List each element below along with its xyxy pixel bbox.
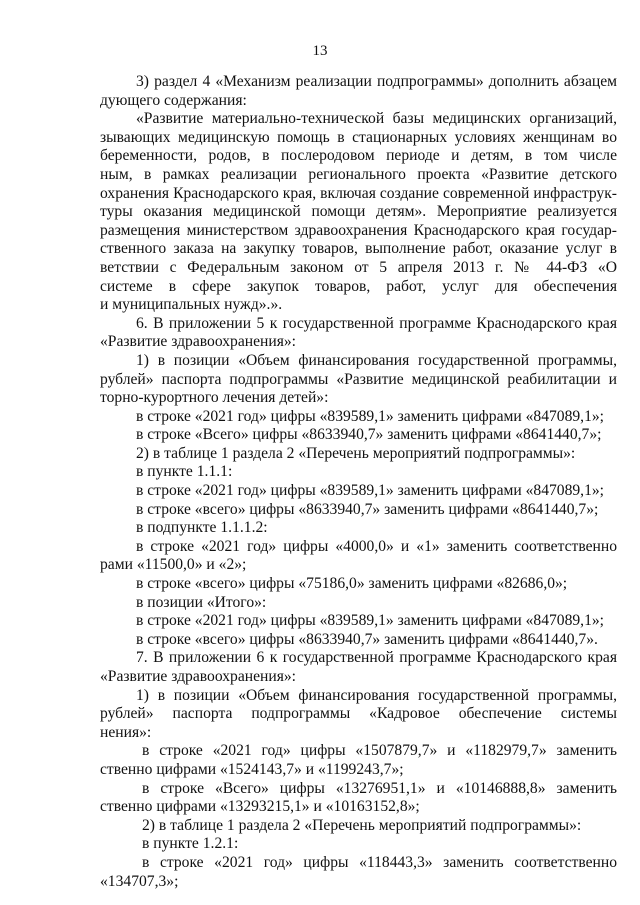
text-line: в подпункте 1.1.1.2: <box>136 519 268 537</box>
text-line: в пункте 1.2.1: <box>142 835 239 853</box>
text-line: 1) в позиции «Объем финансирования государственной программы, <box>136 351 617 369</box>
text-line: ственного заказа на закупку товаров, выполнение работ, оказание услуг в <box>100 240 617 258</box>
text-line: в пункте 1.1.1: <box>136 463 233 481</box>
text-line: в строке «2021 год» цифры «118443,3» заменить соответственно <box>142 853 617 871</box>
text-line: 7. В приложении 6 к государственной программе Краснодарского края <box>136 649 617 667</box>
document-body <box>100 73 617 891</box>
text-line: торно-курортного лечения детей»: <box>100 389 329 407</box>
text-line: рублей» паспорта подпрограммы «Кадровое обеспечение системы <box>100 705 617 723</box>
text-line: в строке «2021 год» цифры «4000,0» и «1» заменить соответственно <box>136 537 617 555</box>
text-line: в строке «2021 год» цифры «839589,1» заменить цифрами «847089,1»; <box>136 482 605 500</box>
text-line: 6. В приложении 5 к государственной программе Краснодарского края <box>136 314 617 332</box>
text-line: «Развитие здравоохранения»: <box>100 668 297 685</box>
text-line: 2) в таблице 1 раздела 2 «Перечень мероприятий подпрограммы»: <box>142 816 582 834</box>
text-line: в строке «2021 год» цифры «1507879,7» и «1182979,7» заменить <box>142 742 617 760</box>
text-line: дующего содержания: <box>100 91 247 109</box>
text-line: охранения Краснодарского края, включая создание современной инфраструк- <box>100 184 617 202</box>
page-number: 13 <box>312 43 328 59</box>
text-line: беременности, родов, в послеродовом периоде и детям, в том числе <box>100 147 617 165</box>
text-line: ветствии с Федеральным законом от 5 апреля 2013 г. № 44-ФЗ «О <box>100 258 617 276</box>
text-line: в строке «Всего» цифры «13276951,1» и «10146888,8» заменить <box>142 779 617 797</box>
text-line: туры оказания медицинской помощи детям». Мероприятие реализуется <box>100 203 617 221</box>
text-line: рами «11500,0» и «2»; <box>100 556 247 574</box>
text-line: 1) в позиции «Объем финансирования государственной программы, <box>136 686 617 704</box>
text-line: в строке «2021 год» цифры «839589,1» заменить цифрами «847089,1»; <box>136 612 605 630</box>
text-line: системе в сфере закупок товаров, работ, услуг для обеспечения <box>100 277 617 295</box>
text-line: ственно цифрами «1524143,7» и «1199243,7»; <box>100 760 404 778</box>
text-line: в строке «Всего» цифры «8633940,7» заменить цифрами «8641440,7»; <box>136 426 602 444</box>
text-line: «134707,3»; <box>100 872 179 890</box>
text-line: нения»: <box>100 723 152 741</box>
text-line: «Развитие материально-технической базы медицинских организаций, <box>136 110 617 128</box>
text-line: ным, в рамках реализации регионального проекта «Развитие детского <box>100 165 617 183</box>
text-line: в строке «всего» цифры «8633940,7» заменить цифрами «8641440,7». <box>136 630 598 648</box>
text-line: зывающих медицинскую помощь в стационарных условиях женщинам во <box>100 128 617 146</box>
text-line: размещения министерством здравоохранения Краснодарского края государ- <box>100 221 617 239</box>
text-line: ственно цифрами «13293215,1» и «10163152,8»; <box>100 798 420 816</box>
text-line: 2) в таблице 1 раздела 2 «Перечень мероприятий подпрограммы»: <box>136 444 576 462</box>
text-line: рублей» паспорта подпрограммы «Развитие медицинской реабилитации и <box>100 370 617 388</box>
text-line: в строке «всего» цифры «8633940,7» заменить цифрами «8641440,7»; <box>136 500 599 518</box>
text-line: «Развитие здравоохранения»: <box>100 333 297 351</box>
text-line: 3) раздел 4 «Механизм реализации подпрограммы» дополнить абзацем <box>136 73 617 90</box>
text-line: в строке «всего» цифры «75186,0» заменить цифрами «82686,0»; <box>136 575 568 593</box>
text-line: в позиции «Итого»: <box>136 593 267 611</box>
text-line: и муниципальных нужд».». <box>100 296 283 314</box>
text-line: в строке «2021 год» цифры «839589,1» заменить цифрами «847089,1»; <box>136 407 605 425</box>
